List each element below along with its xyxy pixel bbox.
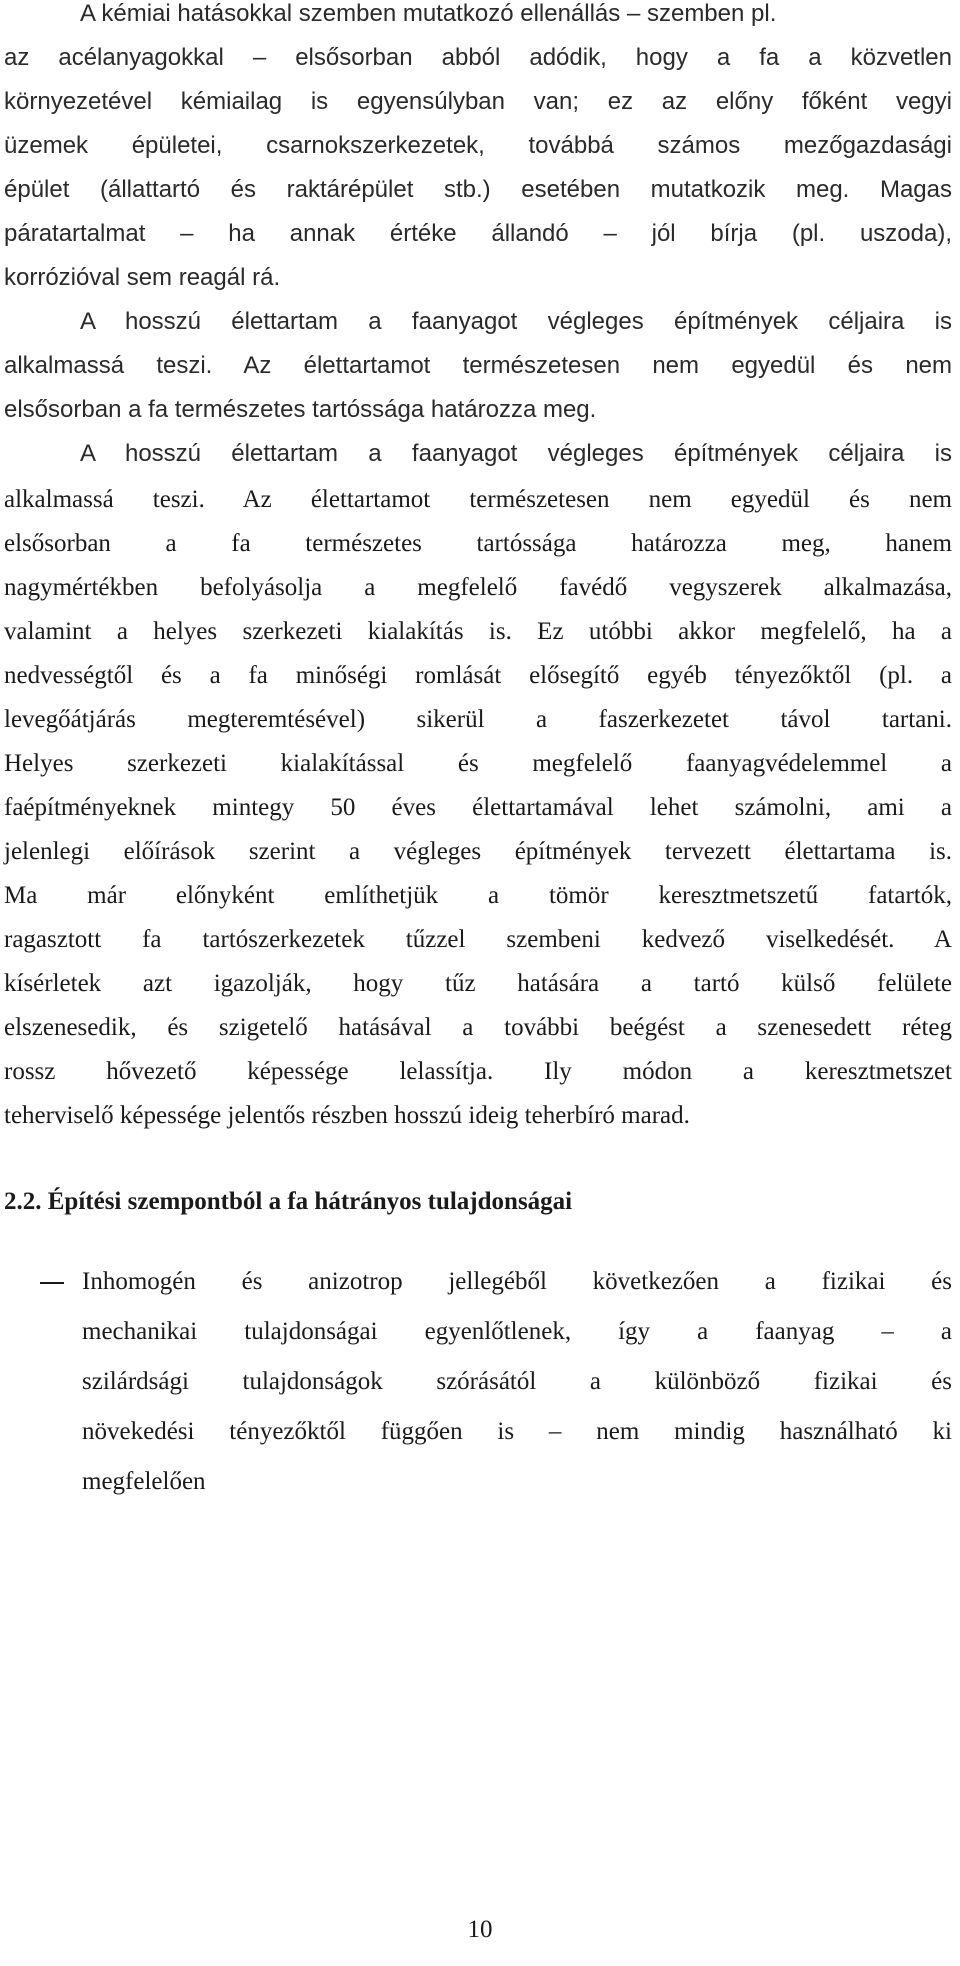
text-line: épület (állattartó és raktárépület stb.) esetében mutatkozik meg. Magas: [4, 176, 952, 203]
text-line: Ma már előnyként említhetjük a tömör keresztmetszetű fatartók,: [4, 882, 952, 909]
page-number: 10: [467, 1916, 493, 1943]
text-line: jelenlegi előírások szerint a végleges építmények tervezett élettartama is.: [4, 838, 952, 865]
text-line: levegőátjárás megteremtésével) sikerül a faszerkezetet távol tartani.: [4, 706, 952, 733]
text-line: páratartalmat – ha annak értéke állandó – jól bírja (pl. uszoda),: [4, 220, 952, 247]
list-item-line: növekedési tényezőktől függően is – nem mindig használható ki: [82, 1418, 952, 1445]
text-line: kísérletek azt igazolják, hogy tűz hatására a tartó külső felülete: [4, 970, 952, 997]
text-line: nagymértékben befolyásolja a megfelelő favédő vegyszerek alkalmazása,: [4, 574, 952, 601]
text-line: az acélanyagokkal – elsősorban abból adódik, hogy a fa a közvetlen: [4, 44, 952, 71]
text-line: alkalmassá teszi. Az élettartamot természetesen nem egyedül és nem: [4, 486, 952, 513]
section-heading: 2.2. Építési szempontból a fa hátrányos tulajdonságai: [4, 1188, 573, 1215]
text-line: ragasztott fa tartószerkezetek tűzzel szembeni kedvező viselkedését. A: [4, 926, 952, 953]
text-line: teherviselő képessége jelentős részben hosszú ideig teherbíró marad.: [4, 1102, 690, 1129]
text-line: Helyes szerkezeti kialakítással és megfelelő faanyagvédelemmel a: [4, 750, 952, 777]
text-line: elszenesedik, és szigetelő hatásával a további beégést a szenesedett réteg: [4, 1014, 952, 1041]
text-line: alkalmassá teszi. Az élettartamot természetesen nem egyedül és nem: [4, 352, 952, 379]
text-line: üzemek épületei, csarnokszerkezetek, továbbá számos mezőgazdasági: [4, 132, 952, 159]
text-line: valamint a helyes szerkezeti kialakítás is. Ez utóbbi akkor megfelelő, ha a: [4, 618, 952, 645]
text-line: faépítményeknek mintegy 50 éves élettartamával lehet számolni, ami a: [4, 794, 952, 821]
list-item-line: Inhomogén és anizotrop jellegéből következően a fizikai és: [82, 1268, 952, 1295]
text-line: nedvességtől és a fa minőségi romlását elősegítő egyéb tényezőktől (pl. a: [4, 662, 952, 689]
list-item-line: megfelelően: [82, 1468, 206, 1495]
text-line: környezetével kémiailag is egyensúlyban van; ez az előny főként vegyi: [4, 88, 952, 115]
text-line: elsősorban a fa természetes tartóssága határozza meg, hanem: [4, 530, 952, 557]
text-line: rossz hővezető képessége lelassítja. Ily módon a keresztmetszet: [4, 1058, 952, 1085]
text-line: elsősorban a fa természetes tartóssága határozza meg.: [4, 396, 597, 423]
text-line: A kémiai hatásokkal szemben mutatkozó ellenállás – szemben pl.: [80, 0, 777, 27]
dash-bullet-icon: [40, 1282, 64, 1284]
list-item-line: szilárdsági tulajdonságok szórásától a különböző fizikai és: [82, 1368, 952, 1395]
text-line: A hosszú élettartam a faanyagot végleges építmények céljaira is: [80, 308, 952, 335]
list-item-line: mechanikai tulajdonságai egyenlőtlenek, így a faanyag – a: [82, 1318, 952, 1345]
text-line: korrózióval sem reagál rá.: [4, 264, 281, 291]
text-line: A hosszú élettartam a faanyagot végleges építmények céljaira is: [80, 440, 952, 467]
